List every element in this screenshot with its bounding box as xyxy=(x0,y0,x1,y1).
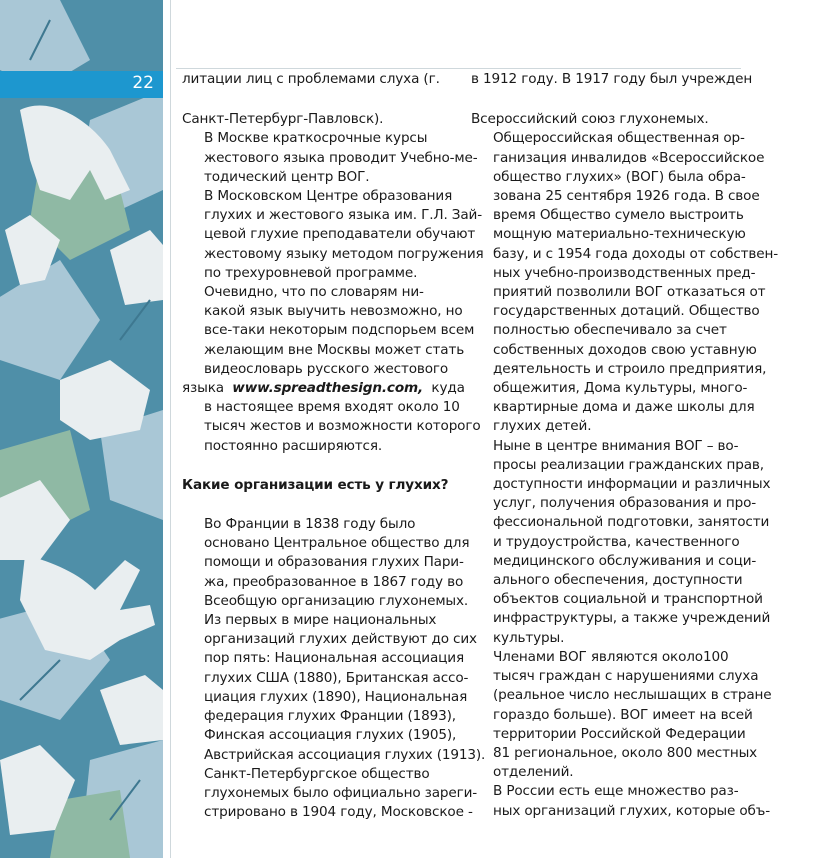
text-line: В Московском Центре образования xyxy=(204,188,453,205)
text-line: Финская ассоциация глухих (1905), xyxy=(204,727,457,744)
text-line: базу, и с 1954 года доходы от собствен- xyxy=(493,245,778,262)
text-line: деятельность и строило предприятия, xyxy=(493,360,767,377)
text-line: постоянно расширяются. xyxy=(204,437,383,454)
text-line: инфраструктуры, а также учреждений xyxy=(493,610,771,627)
text-line: мощную материально-техническую xyxy=(493,226,746,243)
paragraph xyxy=(182,611,486,765)
text-line: желающим вне Москвы может стать xyxy=(204,341,465,358)
text-line: какой язык выучить невозможно, но xyxy=(204,303,463,320)
text-line: глухонемых было официально зареги- xyxy=(204,784,478,801)
text-line: полностью обеспечивало за счет xyxy=(493,322,727,339)
text-line: отделений. xyxy=(493,764,574,781)
sidebar-hands-illustration xyxy=(0,0,163,858)
text-line: Общероссийская общественная ор- xyxy=(493,130,745,147)
page-number-bar xyxy=(0,71,163,98)
text-line: глухих детей. xyxy=(493,418,592,435)
paragraph-lines xyxy=(182,283,475,379)
right-text-column xyxy=(471,70,778,821)
paragraph xyxy=(471,129,778,436)
paragraph xyxy=(182,187,484,283)
paragraph-lines xyxy=(182,398,481,456)
text-line: квартирные дома и даже школы для xyxy=(493,399,755,416)
text-line: тодический центр ВОГ. xyxy=(204,168,370,185)
text-line: фессиональной подготовки, занятости xyxy=(493,514,770,531)
text-line: помощи и образования глухих Пари- xyxy=(204,554,464,571)
text-line: общежития, Дома культуры, много- xyxy=(493,380,748,397)
text-line: (реальное число неслышащих в стране xyxy=(493,687,772,704)
text-line: глухих и жестового языка им. Г.Л. Зай- xyxy=(204,207,482,224)
text-line: организаций глухих действуют до сих xyxy=(204,631,477,648)
text-line: собственных доходов свою уставную xyxy=(493,341,757,358)
text-fragment: языка xyxy=(182,380,224,397)
text-line: государственных дотаций. Общество xyxy=(493,303,760,320)
text-line: жестовому языку методом погружения xyxy=(204,245,484,262)
text-line: время Общество сумело выстроить xyxy=(493,207,744,224)
paragraph xyxy=(471,437,771,648)
paragraph xyxy=(471,110,743,129)
text-line: тысяч граждан с нарушениями слуха xyxy=(493,668,759,685)
text-line: Санкт-Петербургское общество xyxy=(204,765,430,782)
text-line: глухих США (1880), Британская ассо- xyxy=(204,669,469,686)
text-line: Всероссийский союз глухонемых. xyxy=(471,111,709,128)
text-line: Очевидно, что по словарям ни- xyxy=(204,284,424,301)
text-line: общество глухих» (ВОГ) была обра- xyxy=(493,168,746,185)
section-heading: Какие организации есть у глухих? xyxy=(182,476,449,493)
header-divider xyxy=(176,68,741,69)
text-fragment: куда xyxy=(431,380,465,397)
paragraph xyxy=(182,515,470,611)
text-line: ных организаций глухих, которые объ- xyxy=(493,802,770,819)
paragraph-continuation xyxy=(471,70,753,89)
text-line: 81 региональное, около 800 местных xyxy=(493,744,758,761)
text-line: литации лиц с проблемами слуха (г. xyxy=(182,71,440,87)
text-line: доступности информации и различных xyxy=(493,476,771,493)
paragraph-continuation xyxy=(182,70,454,89)
text-line: пор пять: Национальная ассоциация xyxy=(204,650,464,667)
text-line: жестового языка проводит Учебно-ме- xyxy=(204,149,478,166)
text-line: Во Франции в 1838 году было xyxy=(204,516,416,533)
text-line: жа, преобразованное в 1867 году во xyxy=(204,573,464,590)
text-line: федерация глухих Франции (1893), xyxy=(204,708,456,725)
paragraph xyxy=(182,129,478,187)
text-line: зована 25 сентября 1926 года. В свое xyxy=(493,188,760,205)
spreadthesign-link[interactable]: www.spreadthesign.com, xyxy=(232,380,424,397)
text-line: по трехуровневой программе. xyxy=(204,264,418,281)
paragraph xyxy=(182,283,481,456)
paragraph xyxy=(471,648,772,782)
hands-pattern-image xyxy=(0,0,163,858)
section-heading-wrap xyxy=(182,476,454,495)
text-line: медицинского обслуживания и соци- xyxy=(493,552,757,569)
text-line: В России есть еще множество раз- xyxy=(493,783,739,800)
text-line: тысяч жестов и возможности которого xyxy=(204,418,481,435)
text-line: и трудоустройства, качественного xyxy=(493,533,740,550)
text-line: культуры. xyxy=(493,629,565,646)
text-line: все-таки некоторым подспорьем всем xyxy=(204,322,475,339)
text-line: Австрийская ассоциация глухих (1913). xyxy=(204,746,486,763)
text-line: объектов социальной и транспортной xyxy=(493,591,763,608)
text-line: в 1912 году. В 1917 году был учрежден xyxy=(471,71,753,87)
text-line: Из первых в мире национальных xyxy=(204,612,437,629)
text-line: основано Центральное общество для xyxy=(204,535,470,552)
text-line: территории Российской Федерации xyxy=(493,725,746,742)
text-line: В Москве краткосрочные курсы xyxy=(204,130,428,147)
text-line-with-link xyxy=(182,379,465,398)
text-line: приятий позволили ВОГ отказаться от xyxy=(493,284,766,301)
page-number: 22 xyxy=(132,73,154,93)
text-line: в настоящее время входят около 10 xyxy=(204,399,460,416)
text-line: Членами ВОГ являются около100 xyxy=(493,648,729,665)
text-line: цевой глухие преподаватели обучают xyxy=(204,226,476,243)
text-line: ального обеспечения, доступности xyxy=(493,572,743,589)
text-line: Ныне в центре внимания ВОГ – во- xyxy=(493,437,739,454)
text-line: ганизация инвалидов «Всероссийское xyxy=(493,149,765,166)
text-line: услуг, получения образования и про- xyxy=(493,495,757,512)
paragraph xyxy=(182,765,478,823)
paragraph xyxy=(182,110,454,129)
text-line: видеословарь русского жестового xyxy=(204,360,449,377)
paragraph xyxy=(471,782,770,820)
text-line: Всеобщую организацию глухонемых. xyxy=(204,592,469,609)
text-line: циация глухих (1890), Национальная xyxy=(204,688,468,705)
text-line: гораздо больше). ВОГ имеет на всей xyxy=(493,706,753,723)
text-line: стрировано в 1904 году, Московское - xyxy=(204,804,473,821)
sidebar-divider xyxy=(170,0,171,858)
left-text-column xyxy=(182,70,486,822)
text-line: Санкт-Петербург-Павловск). xyxy=(182,111,384,128)
text-line: ных учебно-производственных пред- xyxy=(493,264,756,281)
text-line: просы реализации гражданских прав, xyxy=(493,456,764,473)
